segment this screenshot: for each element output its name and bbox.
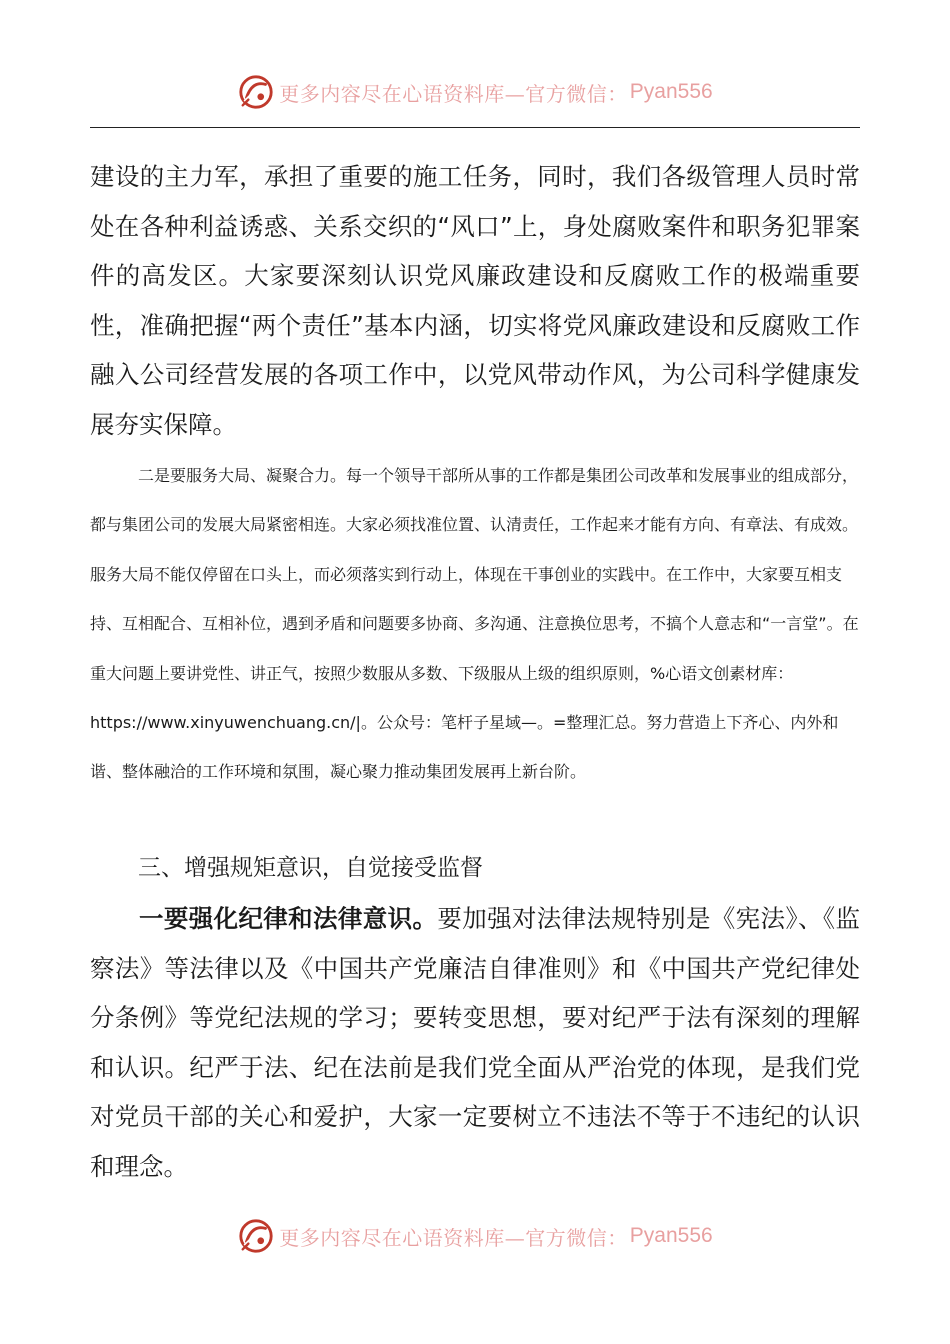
paragraph-3-lead: 一要强化纪律和法律意识。 (139, 904, 438, 933)
footer-wechat-id: Pyan556 (629, 1224, 713, 1247)
header-banner-text: 更多内容尽在心语资料库—官方微信： (279, 81, 628, 106)
paragraph-2: 二是要服务大局、凝聚合力。每一个领导干部所从事的工作都是集团公司改革和发展事业的组成部分，都与集团公司的发展大局紧密相连。大家必须找准位置、认清责任，工作起来才能有方向、有章法、有成效。服务大局不能仅停留在口头上，而必须落实到行动上，体现在干事创业的实践中。在工作中，大家要互相支持、互相配合、互相补位，遇到矛盾和问题要多协商、多沟通、注意换位思考，不搞个人意志和“一言堂”。在重大问题上要讲党性、讲正气，按照少数服从多数、下级服从上级的组织原则，%心语文创素材库：https://www.xinyuwenchuang.cn/|。公众号：笔杆子星域—。=整理汇总。努力营造上下齐心、内外和谐、整体融洽的工作环境和氛围，凝心聚力推动集团发展再上新台阶。 (90, 466, 859, 782)
header-wechat-id: Pyan556 (629, 80, 713, 103)
page-footer-watermark (0, 1216, 950, 1256)
paragraph-3-body: 要加强对法律法规特别是《宪法》、《监察法》等法律以及《中国共产党廉洁自律准则》和《中国共产党纪律处分条例》等党纪法规的学习；要转变思想，要对纪严于法有深刻的理解和认识。纪严于法、纪在法前是我们党全面从严治党的体现，是我们党对党员干部的关心和爱护，大家一定要树立不违法不等于不违纪的认识和理念。 (90, 904, 860, 1181)
section-heading-3: 三、增强规矩意识，自觉接受监督 (138, 855, 483, 881)
page-header-watermark (0, 72, 950, 112)
paragraph-3 (90, 894, 860, 1191)
paragraph-1: 建设的主力军，承担了重要的施工任务，同时，我们各级管理人员时常处在各种利益诱惑、关系交织的“风口”上，身处腐败案件和职务犯罪案件的高发区。大家要深刻认识党风廉政建设和反腐败工作的极端重要性，准确把握“两个责任”基本内涵，切实将党风廉政建设和反腐败工作融入公司经营发展的各项工作中，以党风带动作风，为公司科学健康发展夯实保障。 (90, 162, 860, 439)
footer-banner-text: 更多内容尽在心语资料库—官方微信： (279, 1225, 628, 1250)
circle-logo-icon (237, 1217, 275, 1255)
circle-logo-icon (237, 73, 275, 111)
header-divider (90, 127, 860, 128)
